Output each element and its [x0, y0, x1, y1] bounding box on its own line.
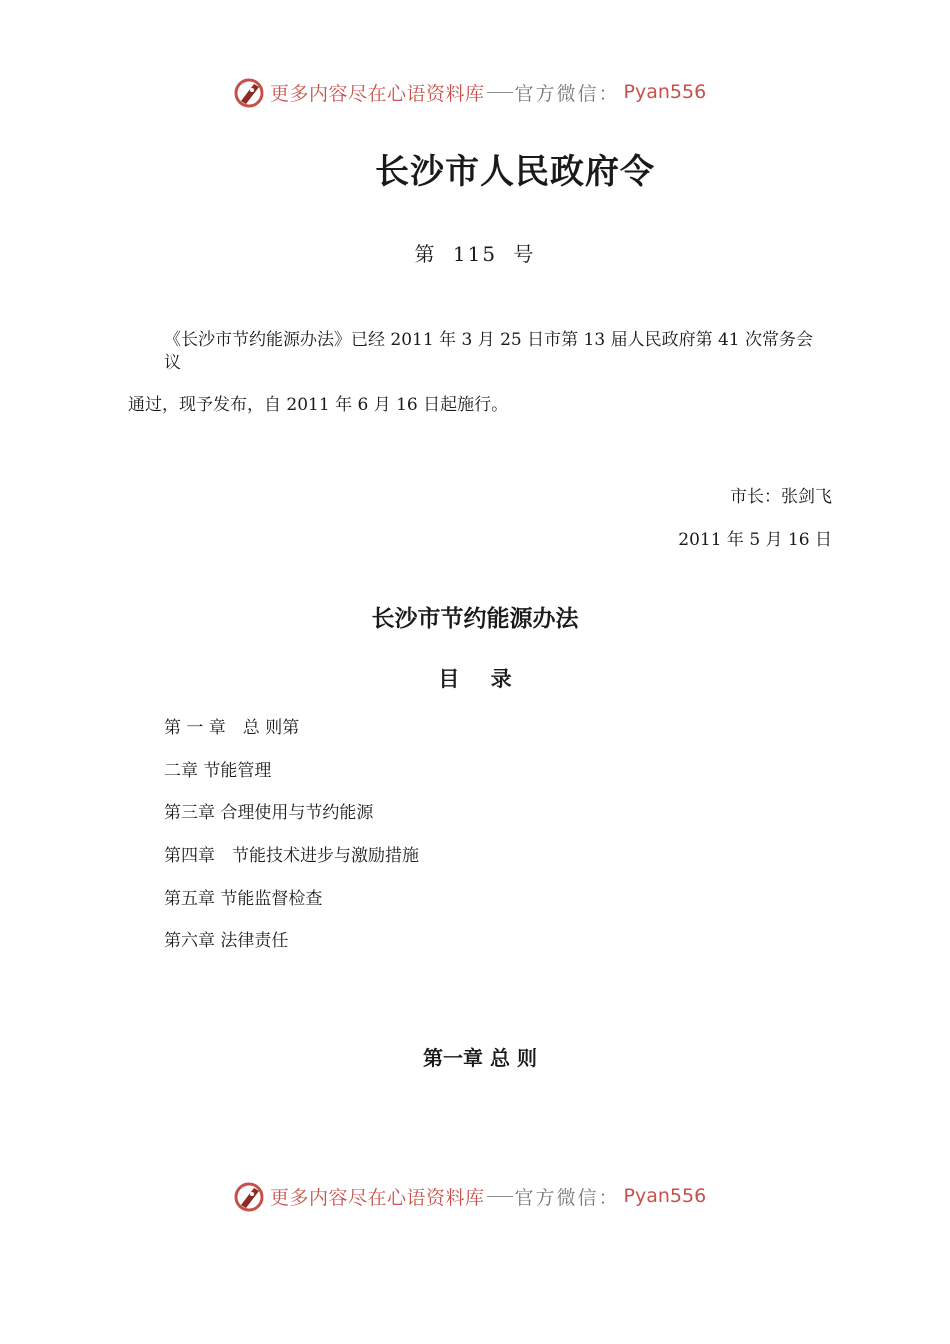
toc-item: 第六章 法律责任	[164, 931, 289, 951]
law-title: 长沙市节约能源办法	[371, 606, 579, 632]
toc-title: 目 录	[438, 667, 524, 691]
watermark-banner-bottom	[232, 1178, 706, 1214]
chapter-1-title: 第一章 总 则	[423, 1046, 537, 1070]
watermark-wechat-label: 官方微信：	[514, 1186, 620, 1209]
decree-title: 长沙市人民政府令	[375, 152, 655, 192]
toc-item: 第 一 章 总 则第	[164, 718, 300, 738]
decree-signature: 市长：张剑飞	[730, 487, 832, 507]
pen-nib-circle-icon	[232, 75, 266, 109]
decree-paragraph-line-1: 《长沙市节约能源办法》已经 2011 年 3 月 25 日市第 13 届人民政府第 41 次常务会	[164, 330, 814, 350]
decree-paragraph-line-2: 议	[164, 353, 181, 373]
watermark-dash	[487, 1196, 513, 1197]
watermark-text: 更多内容尽在心语资料库	[270, 1186, 485, 1209]
watermark-dash	[487, 92, 513, 93]
decree-date: 2011 年 5 月 16 日	[678, 530, 832, 550]
watermark-text: 更多内容尽在心语资料库	[270, 82, 485, 105]
toc-item: 第五章 节能监督检查	[164, 889, 323, 909]
toc-item: 第三章 合理使用与节约能源	[164, 803, 374, 823]
watermark-banner-top	[232, 74, 706, 110]
pen-nib-circle-icon	[232, 1179, 266, 1213]
toc-item: 第四章 节能技术进步与激励措施	[164, 846, 419, 866]
watermark-wechat-id: Pyan556	[623, 81, 707, 103]
toc-item: 二章 节能管理	[164, 761, 272, 781]
watermark-wechat-id: Pyan556	[623, 1185, 707, 1207]
decree-number: 第 115 号	[414, 242, 536, 266]
watermark-wechat-label: 官方微信：	[514, 82, 620, 105]
decree-paragraph-line-3: 通过，现予发布，自 2011 年 6 月 16 日起施行。	[128, 395, 509, 415]
